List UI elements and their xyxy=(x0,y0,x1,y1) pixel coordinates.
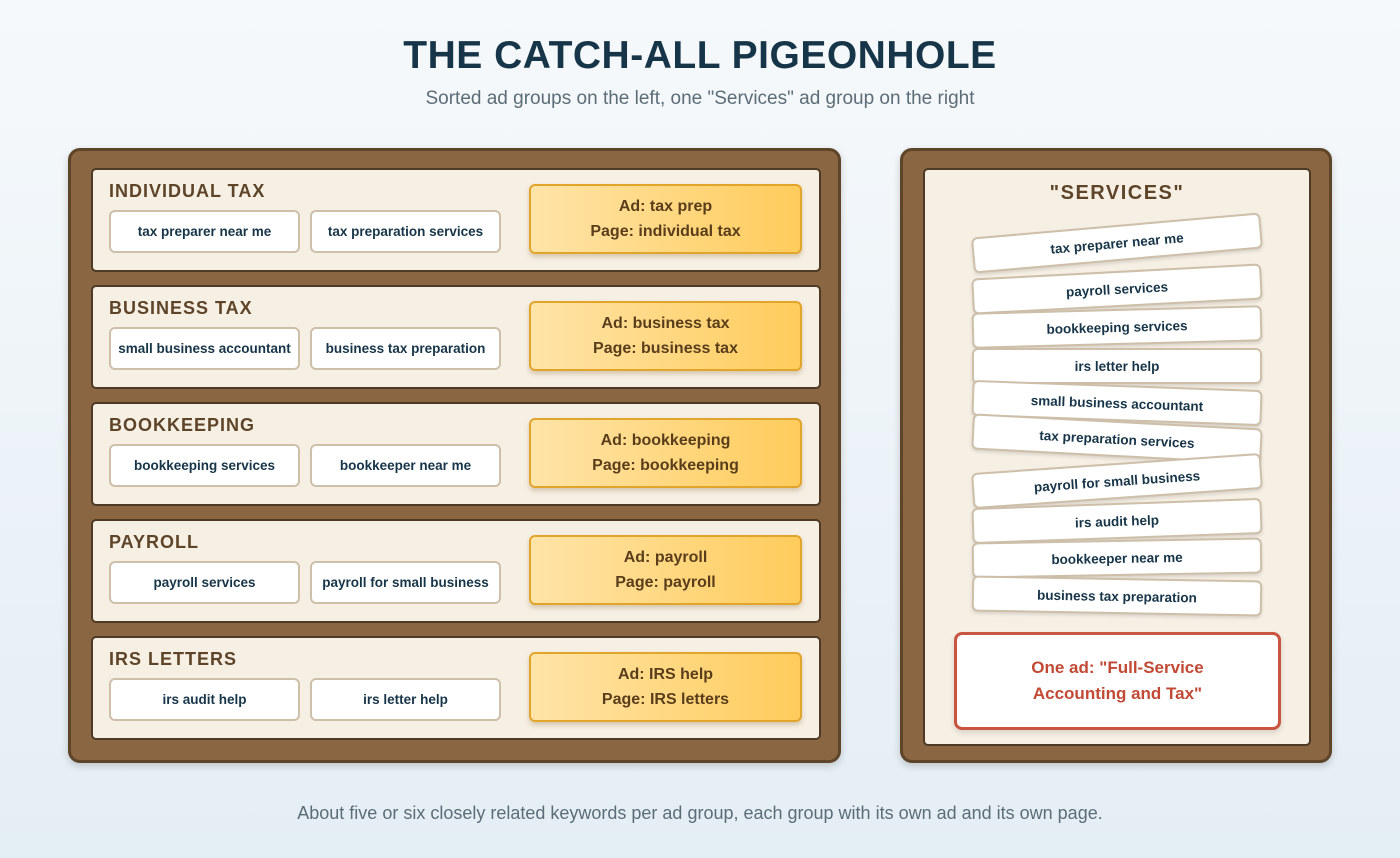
keyword-card: bookkeeping services xyxy=(972,305,1263,349)
ad-label: Ad: payroll xyxy=(623,549,708,566)
page-label: Page: individual tax xyxy=(590,223,741,240)
keyword-card: payroll services xyxy=(971,263,1262,314)
ad-group-name: IRS LETTERS xyxy=(109,649,238,669)
keyword-card: irs letter help xyxy=(972,348,1262,384)
page-title: THE CATCH-ALL PIGEONHOLE xyxy=(403,34,997,77)
ad-group-bookkeeping xyxy=(91,402,821,506)
page-label: Page: IRS letters xyxy=(601,691,730,708)
ad-label: Ad: IRS help xyxy=(617,666,714,683)
services-group-title: "SERVICES" xyxy=(1049,182,1185,204)
keyword-card: bookkeeper near me xyxy=(972,537,1263,578)
ad-label: Ad: tax prep xyxy=(618,198,713,215)
keyword-chip: small business accountant xyxy=(109,327,300,370)
ad-card xyxy=(529,301,802,371)
ad-group-irs-letters xyxy=(91,636,821,740)
ad-group-payroll xyxy=(91,519,821,623)
keyword-card: business tax preparation xyxy=(972,575,1263,616)
keyword-card: tax preparer near me xyxy=(971,212,1263,273)
ad-card xyxy=(529,418,802,488)
keyword-card: tax preparation services xyxy=(971,413,1262,464)
ad-group-name: BUSINESS TAX xyxy=(109,298,253,318)
page-label: Page: bookkeeping xyxy=(592,457,739,474)
sorted-ad-groups-cabinet xyxy=(68,148,841,763)
page-label: Page: business tax xyxy=(593,340,738,357)
keyword-chip: bookkeeping services xyxy=(109,444,300,487)
keyword-chip: payroll for small business xyxy=(310,561,501,604)
keyword-card: irs audit help xyxy=(971,498,1262,544)
page-subtitle: Sorted ad groups on the left, one "Services" ad group on the right xyxy=(425,88,975,109)
ad-group-name: PAYROLL xyxy=(109,532,200,552)
keyword-chip: bookkeeper near me xyxy=(310,444,501,487)
ad-group-name: BOOKKEEPING xyxy=(109,415,256,435)
services-ad-group xyxy=(923,168,1311,746)
ad-group-name: INDIVIDUAL TAX xyxy=(109,181,266,201)
keyword-chip: tax preparation services xyxy=(310,210,501,253)
services-ad-group-cabinet xyxy=(900,148,1332,763)
ad-card xyxy=(529,652,802,722)
ad-card xyxy=(529,184,802,254)
footer-note: About five or six closely related keywords per ad group, each group with its own ad and its own page. xyxy=(297,803,1103,823)
keyword-card: payroll for small business xyxy=(971,453,1263,509)
keyword-chip: tax preparer near me xyxy=(109,210,300,253)
keyword-chip: business tax preparation xyxy=(310,327,501,370)
ad-card xyxy=(529,535,802,605)
keyword-chip: payroll services xyxy=(109,561,300,604)
keyword-chip: irs letter help xyxy=(310,678,501,721)
ad-label: Ad: business tax xyxy=(601,315,730,332)
ad-label: Ad: bookkeeping xyxy=(600,432,731,449)
ad-group-business-tax xyxy=(91,285,821,389)
single-ad-card: One ad: "Full-Service Accounting and Tax" xyxy=(954,632,1281,730)
keyword-card: small business accountant xyxy=(971,380,1262,426)
keyword-chip: irs audit help xyxy=(109,678,300,721)
ad-group-individual-tax xyxy=(91,168,821,272)
page-label: Page: payroll xyxy=(615,574,716,591)
